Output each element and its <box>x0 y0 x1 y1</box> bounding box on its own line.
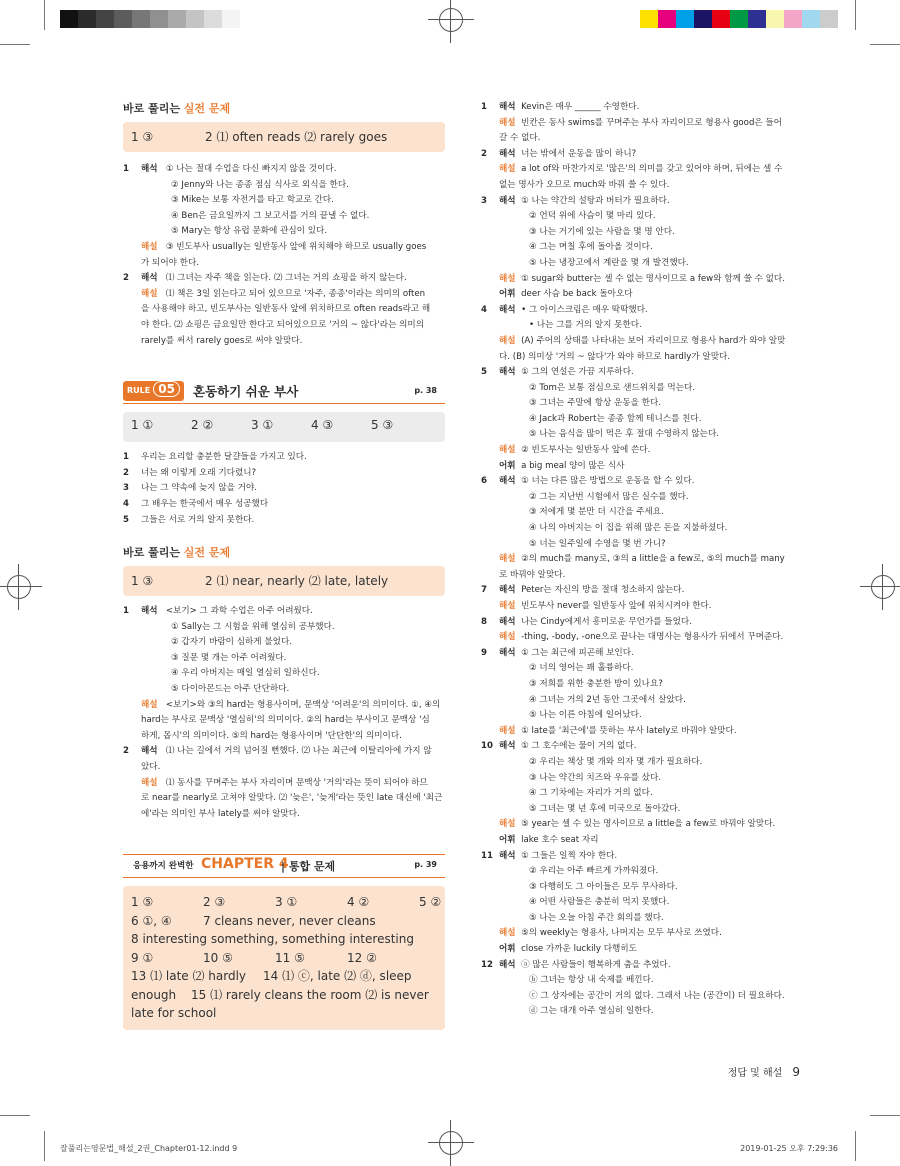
explanation-item: 1 해석 <보기> 그 과학 수업은 아주 어려웠다. ① Sally는 그 시험을 위해 열심히 공부했다. ② 갑자기 바람이 심하게 불었다. ③ 질문 몇 개는 아주 어려웠다. ④ 우리 아버지는 매일 열심히 일하신다. ⑤ 다이아몬드는 아주 단단하다. 해설 <보기>와 ③의 hard는 형용사이며, 문맥상 '어려운'의 의미이다. ①, ④의 hard는 부사로 문맥상 '열심히'의 의미이다. ②의 hard는 부사이고 문맥상 '심 하게, 몹시'의 의미이다. ⑤의 hard는 형용사이며 '단단한'의 의미이다. <box>123 606 441 741</box>
crop-mark <box>0 44 30 45</box>
explanation-item: 4 해석 • 그 아이스크림은 매우 딱딱했다. • 나는 그를 거의 알지 못한다. 해설 (A) 주어의 상태를 나타내는 보어 자리이므로 형용사 hard가 와야 알맞 다. (B) 의미상 '거의 ~ 않다'가 와야 하므로 hardly가 알맞다. <box>481 304 786 362</box>
answer: 3 ① <box>275 895 298 910</box>
explanation-item: 1 해석 ① 나는 절대 수업을 다신 빠지지 않을 것이다. ② Jenny와 나는 종종 점심 식사로 외식을 한다. ③ Mike는 보통 자전거를 타고 학교로 간다. ④ Ben은 금요일까지 그 보고서를 거의 끝낼 수 없다. ⑤ Mary는 항상 유럽 문화에 관심이 있다. 해설 ③ 빈도부사 usually는 일반동사 앞에 위치해야 하므로 usually goes 가 되어야 한다. <box>123 164 427 268</box>
cmyk-color-bar <box>640 10 838 28</box>
explanation-list <box>123 604 445 822</box>
registration-mark-left <box>4 572 34 602</box>
page-reference: p. 38 <box>414 386 437 396</box>
answer: 6 ①, ④ <box>131 913 172 928</box>
answer: 11 ⑤ <box>275 950 305 965</box>
answer: 2 ⑴ near, nearly ⑵ late, lately <box>205 574 389 589</box>
page-number: 9 <box>792 1065 800 1079</box>
file-slug: 잘풀리는영문법_해설_2권_Chapter01-12.indd 9 <box>60 1144 238 1153</box>
answer: 1 ① <box>131 418 154 433</box>
answer: 5 ③ <box>371 418 394 433</box>
gray-color-bar <box>60 10 240 28</box>
answer: 4 ② <box>347 895 370 910</box>
explanation-item: 1 해석 Kevin은 매우 ______ 수영한다. 해설 빈칸은 동사 swims를 꾸며주는 부사 자리이므로 형용사 good은 들어 갈 수 없다. <box>481 102 783 144</box>
list-item: 1 우리는 요리할 충분한 달걀들을 가지고 있다. <box>123 452 307 463</box>
section-title: 바로 풀리는 실전 문제 <box>123 546 231 560</box>
answer: 2 ② <box>191 418 214 433</box>
page-footer <box>728 1064 800 1079</box>
right-column <box>481 100 803 1020</box>
explanation-item: 9 해석 ① 그는 최근에 피곤해 보인다. ② 너의 영어는 꽤 훌륭하다. ③ 저희를 위한 충분한 방이 있나요? ④ 그녀는 거의 2년 동안 그곳에서 살았다. ⑤ 나는 이른 아침에 일어났다. 해설 ① late를 '최근에'를 뜻하는 부사 lately로 바꿔야 알맞다. <box>481 647 737 736</box>
answer-box <box>123 412 445 442</box>
explanation-item: 6 해석 ① 너는 다른 많은 방법으로 운동을 할 수 있다. ② 그는 지난번 시험에서 많은 실수를 했다. ③ 저에게 몇 분만 더 시간을 주세요. ④ 나의 아버지는 이 집을 위해 많은 돈을 지불하셨다. ⑤ 너는 일주일에 수영을 몇 번 가니? 해설 ②의 much를 many로, ③의 a little을 a few로, ⑤의 much를 many 로 바꿔야 알맞다. <box>481 476 785 580</box>
explanation-list <box>481 100 803 1020</box>
explanation-item: 8 해석 나는 Cindy에게서 흥미로운 무언가를 들었다. 해설 -thing, -body, -one으로 끝나는 대명사는 형용사가 뒤에서 꾸며준다. <box>481 616 784 643</box>
answer: 1 ③ <box>131 574 154 589</box>
chapter-header: 응용까지 완벽한 CHAPTER 4 | 통합 문제 p. 39 <box>123 854 445 878</box>
date-slug: 2019-01-25 오후 7:29:36 <box>740 1144 838 1153</box>
answer: 4 ③ <box>311 418 334 433</box>
rule-number: 05 <box>153 381 180 397</box>
explanation-item: 2 해석 ⑴ 그녀는 자주 책을 읽는다. ⑵ 그녀는 거의 쇼핑을 하지 않는다. 해설 ⑴ 책은 3일 읽는다고 되어 있으므로 '자주, 종종'이라는 의미의 often 을 사용해야 하고, 빈도부사는 일반동사 앞에 위치하므로 often reads라고 해 야 한다. ⑵ 쇼핑은 금요일만 한다고 되어있으므로 '거의 ~ 않다'라는 의미의 rarely를 써서 rarely goes로 써야 알맞다. <box>123 273 431 346</box>
answer: 1 ⑤ <box>131 895 154 910</box>
crop-mark <box>0 1115 30 1116</box>
section-title: 바로 풀리는 실전 문제 <box>123 102 231 115</box>
answer: enough <box>131 987 177 1002</box>
list-item: 2 너는 왜 이렇게 오래 기다렸니? <box>123 467 257 478</box>
registration-mark-bottom <box>436 1128 466 1158</box>
chapter-title: | 통합 문제 <box>281 860 336 874</box>
crop-mark <box>870 1115 900 1116</box>
answer: 12 ② <box>347 950 377 965</box>
rule-tag: RULE 05 <box>123 381 184 401</box>
left-column <box>123 100 445 1030</box>
answer: 9 ① <box>131 950 154 965</box>
answer-box <box>123 122 445 152</box>
crop-mark <box>870 44 900 45</box>
rule-title: 혼동하기 쉬운 부사 <box>193 384 299 400</box>
answer-box <box>123 566 445 596</box>
explanation-list <box>123 162 445 349</box>
explanation-item: 11 해석 ① 그들은 일찍 자야 한다. ② 우리는 아주 빠르게 가까워졌다. ③ 다행히도 그 아이들은 모두 무사하다. ④ 어떤 사람들은 충분히 먹지 못했다. ⑤ 나는 오늘 아침 주간 회의를 했다. 해설 ⑤의 weekly는 형용사, 나머지는 모두 부사로 쓰였다. 어휘 close 가까운 luckily 다행히도 <box>481 850 722 955</box>
answer: 3 ① <box>251 418 274 433</box>
registration-mark-top <box>436 5 466 35</box>
crop-mark <box>855 0 856 30</box>
explanation-item: 5 해석 ① 그의 연설은 가끔 지루하다. ② Tom은 보통 점심으로 샌드위치를 먹는다. ③ 그녀는 주말에 항상 운동을 한다. ④ Jack과 Robert는 종종 함께 테니스를 친다. ⑤ 나는 음식을 많이 먹은 후 절대 수영하지 않는다. 해설 ② 빈도부사는 일반동사 앞에 쓴다. 어휘 a big meal 양이 많은 식사 <box>481 367 720 471</box>
explanation-item: 12 해석 ⓐ 많은 사람들이 행복하게 춤을 추었다. ⓑ 그녀는 항상 내 숙제를 베낀다. ⓒ 그 상자에는 공간이 거의 없다. 그래서 나는 (공간이) 더 필요하다. ⓓ 그는 대개 아주 열심히 일한다. <box>481 959 785 1017</box>
list-item: 3 나는 그 약속에 늦지 않을 거야. <box>123 483 258 494</box>
list-item: 4 그 배우는 한국에서 매우 성공했다 <box>123 498 269 509</box>
explanation-item: 10 해석 ① 그 호수에는 물이 거의 없다. ② 우리는 책상 몇 개와 의자 몇 개가 필요하다. ③ 나는 약간의 치즈와 우유를 샀다. ④ 그 기차에는 자리가 거의 없다. ⑤ 그녀는 몇 년 후에 미국으로 돌아갔다. 해설 ⑤ year는 셀 수 있는 명사이므로 a little을 a few로 바꿔야 알맞다. 어휘 lake 호수 seat 자리 <box>481 741 776 845</box>
explanation-item: 7 해석 Peter는 자신의 방을 절대 청소하지 않는다. 해설 빈도부사 never를 일반동사 앞에 위치시켜야 한다. <box>481 585 712 611</box>
crop-mark <box>44 0 45 30</box>
explanation-item: 2 해석 ⑴ 나는 길에서 거의 넘어질 뻔했다. ⑵ 나는 최근에 이탈리아에 가지 않 았다. 해설 ⑴ 동사를 꾸며주는 부사 자리이며 문맥상 '거의'라는 뜻이 되어야 하므 로 near를 nearly로 고쳐야 알맞다. ⑵ '늦은', '늦게'라는 뜻인 late 대신에 '최근 에'라는 의미인 부사 lately를 써야 알맞다. <box>123 746 443 819</box>
answer: 13 ⑴ late ⑵ hardly <box>131 969 247 984</box>
crop-mark <box>855 1131 856 1161</box>
answer: 15 ⑴ rarely cleans the room ⑵ is never <box>191 987 429 1002</box>
answer: 2 ③ <box>203 895 226 910</box>
page-reference: p. 39 <box>414 860 437 870</box>
answer: 2 ⑴ often reads ⑵ rarely goes <box>205 130 388 144</box>
explanation-item: 2 해석 너는 밖에서 운동을 많이 하니? 해설 a lot of와 마찬가지로 '많은'의 의미를 갖고 있어야 하며, 뒤에는 셀 수 없는 명사가 오므로 much와 바꿔 쓸 수 있다. <box>481 148 783 190</box>
answer: 5 ② <box>419 895 442 910</box>
translation-list <box>123 450 445 528</box>
answer: 14 ⑴ ⓒ, late ⑵ ⓓ, sleep <box>263 969 412 984</box>
footer-label: 정답 및 해설 <box>727 1068 783 1079</box>
chapter-name: CHAPTER 4 <box>201 856 289 873</box>
answer: 1 ③ <box>131 130 154 144</box>
registration-mark-right <box>868 572 898 602</box>
answer: 10 ⑤ <box>203 950 233 965</box>
answer-box <box>123 886 445 1030</box>
answer: 8 interesting something, something interesting <box>131 932 414 947</box>
answer: late for school <box>131 1006 217 1021</box>
list-item: 5 그들은 서로 거의 알지 못한다. <box>123 514 255 525</box>
crop-mark <box>44 1131 45 1161</box>
rule-header <box>123 381 445 404</box>
answer: 7 cleans never, never cleans <box>203 913 376 928</box>
explanation-item: 3 해석 ① 나는 약간의 설탕과 버터가 필요하다. ② 언덕 위에 사슴이 몇 마리 있다. ③ 나는 거기에 있는 사람을 몇 명 안다. ④ 그는 며칠 후에 돌아올 것이다. ⑤ 나는 냉장고에서 계란을 몇 개 발견했다. 해설 ① sugar와 butter는 셀 수 없는 명사이므로 a few와 함께 쓸 수 없다. 어휘 deer 사슴 be back 돌아오다 <box>481 195 785 300</box>
